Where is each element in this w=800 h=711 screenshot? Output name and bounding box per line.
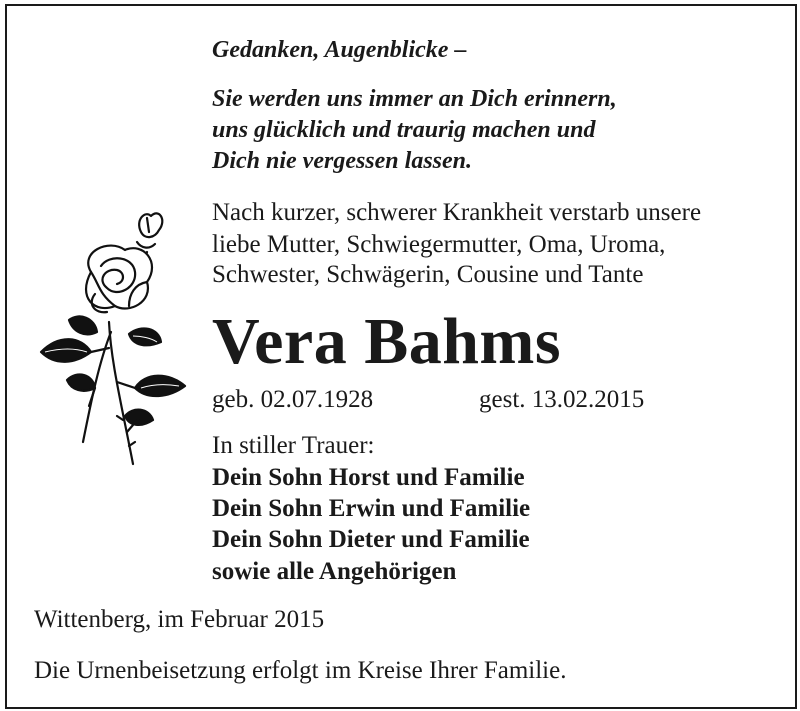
- rose-icon: [29, 202, 189, 468]
- death-date: gest. 13.02.2015: [479, 386, 645, 413]
- birth-date: geb. 02.07.1928: [212, 386, 374, 413]
- poem-line: Dich nie vergessen lassen.: [212, 148, 472, 174]
- mourners-intro: In stiller Trauer:: [212, 432, 375, 459]
- poem-line: Sie werden uns immer an Dich erinnern,: [212, 86, 617, 112]
- place-date: Wittenberg, im Februar 2015: [34, 606, 325, 633]
- poem-intro: Gedanken, Augenblicke –: [212, 37, 467, 63]
- mourner-line: sowie alle Angehörigen: [212, 558, 457, 585]
- mourner-line: Dein Sohn Erwin und Familie: [212, 495, 531, 522]
- mourner-line: Dein Sohn Horst und Familie: [212, 464, 525, 491]
- deceased-name: Vera Bahms: [212, 305, 562, 378]
- poem-line: uns glücklich und traurig machen und: [212, 117, 596, 143]
- obituary-notice: [5, 4, 797, 709]
- announcement-line: Nach kurzer, schwerer Krankheit verstarb unsere: [212, 199, 702, 226]
- announcement-line: liebe Mutter, Schwiegermutter, Oma, Uroma,: [212, 231, 666, 258]
- burial-note: Die Urnenbeisetzung erfolgt im Kreise Ihrer Familie.: [34, 657, 567, 684]
- announcement-line: Schwester, Schwägerin, Cousine und Tante: [212, 261, 644, 288]
- mourner-line: Dein Sohn Dieter und Familie: [212, 526, 530, 553]
